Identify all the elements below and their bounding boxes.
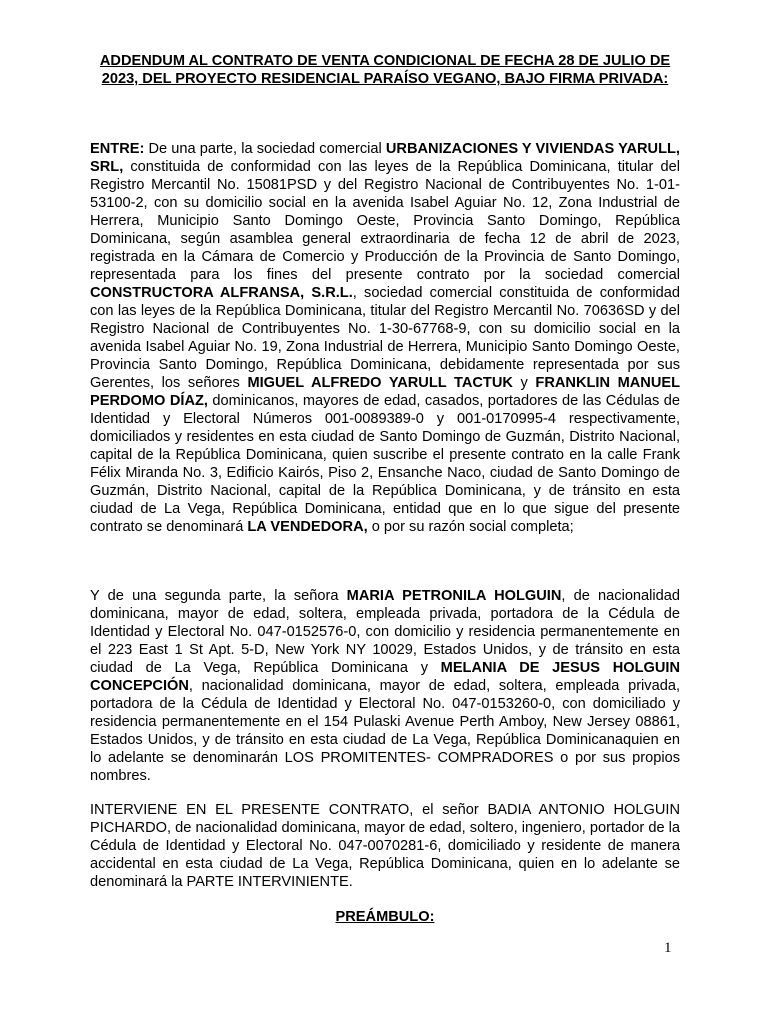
text-span: o por su razón social completa; bbox=[367, 519, 574, 535]
paragraph-seller-party bbox=[90, 140, 680, 536]
manager-name-franklin: FRANKLIN MANUEL PERDOMO DÍAZ, bbox=[90, 375, 681, 409]
company-name-urbanizaciones: URBANIZACIONES Y VIVIENDAS YARULL, SRL, bbox=[90, 141, 680, 175]
manager-name-miguel: MIGUEL ALFREDO YARULL TACTUK bbox=[247, 375, 513, 391]
buyer-name-melania: MELANIA DE JESUS HOLGUIN CONCEPCIÓN bbox=[90, 660, 680, 694]
text-span: , sociedad comercial constituida de conformidad con las leyes de la República Dominicana, titular del Registro Mercantil No. 70636SD y del Registro Nacional de Contribuyentes No. 1-30-67768-9, con su domicilio social en la avenida Isabel Aguiar No. 19, Zona Industrial de Herrera, Municipio Santo Domingo Oeste, Provincia Santo Domingo, República Dominicana, debidamente representada por sus Gerentes, los señores bbox=[90, 285, 681, 391]
seller-designation: LA VENDEDORA, bbox=[247, 519, 368, 535]
buyer-name-maria: MARIA PETRONILA HOLGUIN bbox=[346, 588, 562, 604]
text-span: , de nacionalidad dominicana, mayor de edad, soltera, empleada privada, portadora de la Cédula de Identidad y Electoral No. 047-0152576-0, con domicilio y residencia permanentemente en el 223 East 1 St Apt. 5-D, New York NY 10029, Estados Unidos, y de tránsito en esta ciudad de La Vega, República Dominicana y bbox=[90, 588, 681, 676]
company-name-constructora: CONSTRUCTORA ALFRANSA, S.R.L. bbox=[90, 285, 353, 301]
entre-label: ENTRE: bbox=[90, 141, 145, 157]
text-span: y bbox=[512, 375, 536, 391]
text-span: De una parte, la sociedad comercial bbox=[144, 141, 386, 157]
text-span: dominicanos, mayores de edad, casados, portadores de las Cédulas de Identidad y Electoral Números 001-0089389-0 y 001-0170995-4 respectivamente, domiciliados y residentes en esta ciudad de Santo Domingo de Guzmán, Distrito Nacional, capital de la República Dominicana, quien suscribe el presente contrato en la calle Frank Félix Miranda No. 3, Edificio Kairós, Piso 2, Ensanche Naco, ciudad de Santo Domingo de Guzmán, Distrito Nacional, capital de la República Dominicana, y de tránsito en esta ciudad de La Vega, República Dominicana, entidad que en lo que sigue del presente contrato se denominará bbox=[90, 393, 681, 535]
document-title: ADDENDUM AL CONTRATO DE VENTA CONDICIONAL DE FECHA 28 DE JULIO DE 2023, DEL PROYECTO RESIDENCIAL PARAÍSO VEGANO, BAJO FIRMA PRIVADA: bbox=[99, 53, 671, 87]
text-span: Y de una segunda parte, la señora bbox=[90, 588, 347, 604]
paragraph-intervening-party: INTERVIENE EN EL PRESENTE CONTRATO, el señor BADIA ANTONIO HOLGUIN PICHARDO, de nacionalidad dominicana, mayor de edad, soltero, ingeniero, portador de la Cédula de Identidad y Electoral No. 047-0070281-6, domiciliado y residente de manera accidental en esta ciudad de La Vega, República Dominicana, quien en lo adelante se denominará la PARTE INTERVINIENTE. bbox=[90, 802, 680, 890]
preamble-heading: PREÁMBULO: bbox=[335, 909, 435, 925]
text-span: , nacionalidad dominicana, mayor de edad, soltera, empleada privada, portadora de la Cédula de Identidad y Electoral No. 047-0153260-0, con domiciliado y residencia permanentemente en el 154 Pulaski Avenue Perth Amboy, New Jersey 08861, Estados Unidos, y de tránsito en esta ciudad de La Vega, República Dominicanaquien en lo adelante se denominarán LOS PROMITENTES- COMPRADORES o por sus propios nombres. bbox=[90, 678, 680, 784]
paragraph-buyer-party bbox=[90, 587, 680, 785]
page-number: 1 bbox=[664, 940, 672, 956]
text-span: constituida de conformidad con las leyes de la República Dominicana, titular del Registro Mercantil No. 15081PSD y del Registro Nacional de Contribuyentes No. 1-01-53100-2, con su domicilio social en la avenida Isabel Aguiar No. 12, Zona Industrial de Herrera, Municipio Santo Domingo Oeste, Provincia Santo Domingo, República Dominicana, según asamblea general extraordinaria de fecha 12 de abril de 2023, registrada en la Cámara de Comercio y Producción de la Provincia de Santo Domingo, representada para los fines del presente contrato por la sociedad comercial bbox=[90, 159, 680, 283]
